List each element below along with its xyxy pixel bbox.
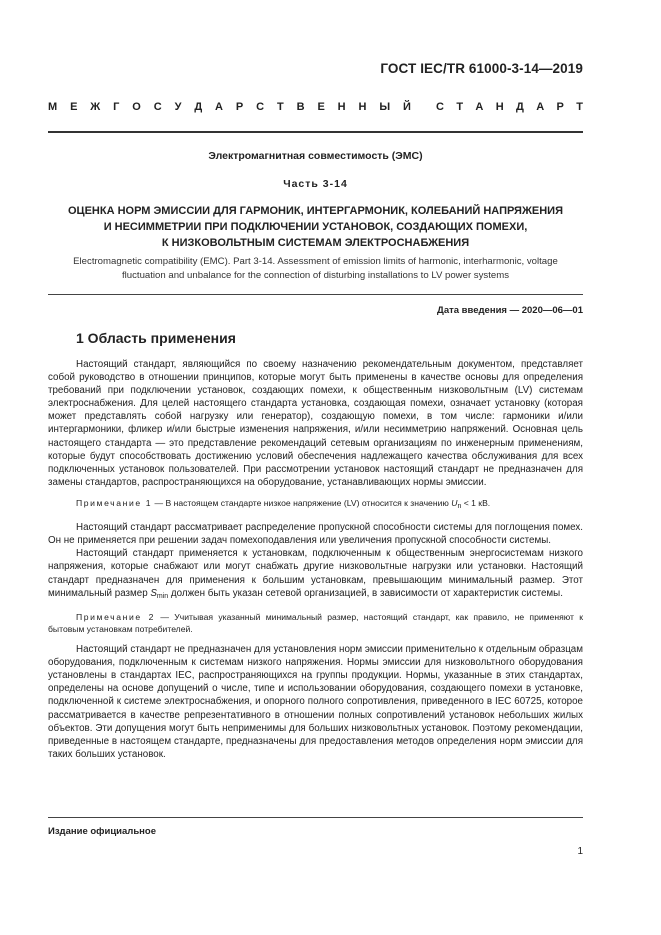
main-title-line-3: К НИЗКОВОЛЬТНЫМ СИСТЕМАМ ЭЛЕКТРОСНАБЖЕНИЯ	[161, 237, 470, 249]
paragraph-2: Настоящий стандарт рассматривает распределение пропускной способности системы для поглощения помех. Он не применяется при решении задач помехоподавления или увеличения пропускной способности системы.	[48, 522, 583, 547]
spaced-letter: Ы	[379, 101, 391, 113]
section-heading: 1 Область применения	[76, 330, 236, 346]
spaced-letter: Н	[337, 101, 346, 113]
note-1	[48, 497, 583, 513]
spaced-letter: Д	[516, 101, 524, 113]
note-1-subscript: n	[457, 502, 462, 510]
introduction-date: Дата введения — 2020—06—01	[437, 305, 583, 316]
spaced-letter: А	[215, 101, 223, 113]
header-divider	[48, 131, 583, 133]
standard-number: ГОСТ IEC/TR 61000-3-14—2019	[380, 61, 583, 76]
spaced-letter: Н	[495, 101, 504, 113]
english-title	[48, 255, 583, 282]
main-title-line-1: ОЦЕНКА НОРМ ЭМИССИИ ДЛЯ ГАРМОНИК, ИНТЕРГАРМОНИК, КОЛЕБАНИЙ НАПРЯЖЕНИЯ	[67, 205, 563, 217]
spaced-letter: А	[536, 101, 545, 113]
spaced-letter: Ж	[90, 101, 101, 113]
title-divider	[48, 294, 583, 295]
spaced-letter: Д	[194, 101, 203, 113]
spaced-letter: С	[256, 101, 265, 113]
standard-type-line	[48, 101, 583, 113]
spaced-letter: С	[153, 101, 162, 113]
paragraph-3-text-b: должен быть указан сетевой организацией, в зависимости от характеристик системы.	[168, 587, 563, 599]
english-title-line-2: fluctuation and unbalance for the connection of disturbing installations to LV power systems	[121, 269, 509, 281]
note-2-label: Примечание 2	[76, 611, 156, 622]
paragraph-3	[48, 547, 583, 602]
page-number: 1	[577, 846, 583, 857]
note-2	[48, 611, 583, 635]
main-title	[48, 203, 583, 251]
footer-divider	[48, 817, 583, 818]
section-body	[48, 358, 583, 761]
spaced-letter: С	[436, 101, 444, 113]
spaced-word-interstate	[48, 101, 411, 113]
spaced-letter: Е	[70, 101, 78, 113]
paragraph-3-variable: S	[150, 587, 157, 599]
spaced-letter: У	[174, 101, 182, 113]
spaced-letter: Г	[113, 101, 120, 113]
paragraph-4: Настоящий стандарт не предназначен для установления норм эмиссии применительно к отдельным образцам оборудования, подключенным к системам низкого напряжения. Нормы эмиссии для низковольтного оборудования установлены в стандартах IEC, распространяющихся на группы продукции. Нормы, указанные в этих стандартах, определены на основе допущений о числе, типе и использовании оборудования, создающего помехи в установке, подключенной к системе электроснабжения, и опорного полного сопротивления, приведенного в IEC 60725, которое рассматривается в качестве репрезентативного в отношении полных сопротивлений установок небольших жилых объектов. Эти допущения могут быть неприменимы для больших низковольтных установок. Поэтому рекомендации, приведенные в настоящем стандарте, предназначены для предоставления методов определения норм эмиссии для таких больших установок.	[48, 644, 583, 760]
spaced-letter: Т	[576, 101, 583, 113]
spaced-letter: Е	[317, 101, 325, 113]
paragraph-3-subscript: min	[156, 592, 169, 600]
note-1-label: Примечание 1	[76, 497, 153, 508]
spaced-letter: Н	[358, 101, 367, 113]
spaced-letter: Р	[556, 101, 564, 113]
main-title-line-2: И НЕСИММЕТРИИ ПРИ ПОДКЛЮЧЕНИИ УСТАНОВОК, СОЗДАЮЩИХ ПОМЕХИ,	[103, 221, 528, 233]
part-number: Часть 3-14	[283, 178, 348, 190]
spaced-letter: Й	[403, 101, 411, 113]
spaced-word-standard	[436, 101, 583, 113]
edition-label: Издание официальное	[48, 826, 156, 837]
spaced-letter: Т	[456, 101, 464, 113]
paragraph-1: Настоящий стандарт, являющийся по своему назначению рекомендательным документом, представляет собой руководство в отношении принципов, которые могут быть применены в качестве основы для определения требований при подключении установок, создающих помехи, к общественным низковольтным (LV) системам электроснабжения. Для целей настоящего стандарта установка, создающая помехи, означает установку (которая может представлять собой нагрузку или генератор), создающую помехи, в том числе: гармоники и/или интергармоники, фликер и/или быстрые изменения напряжения, и/или несимметрию напряжений. Основная цель настоящего стандарта — это представление рекомендаций сетевым организациям по инженерным применениям, которые будут способствовать достижению условий обеспечения надлежащего качества обслуживания для всех подключенных установок пользователей. При рассмотрении установок настоящий стандарт не предназначен для замены стандартов, распространяющихся на оборудование, устанавливающих нормы эмиссии.	[48, 359, 583, 488]
spaced-letter: О	[132, 101, 141, 113]
emc-title: Электромагнитная совместимость (ЭМС)	[208, 150, 423, 162]
note-1-variable: U	[451, 497, 458, 508]
note-1-text-a: — В настоящем стандарте низкое напряжение (LV) относится к значению	[152, 497, 452, 508]
spaced-letter: Р	[235, 101, 244, 113]
spaced-letter: Т	[276, 101, 284, 113]
note-1-text-b: < 1 кВ.	[461, 497, 491, 508]
paragraph-3-text-a: Настоящий стандарт применяется к установкам, подключенным к общественным энергосистемам низкого напряжения, которые снабжают или могут снабжать другие низковольтные нагрузки или установки. Настоящий стандарт предназначен для применения к большим установкам, превышающим минимальный размер. Этот минимальный размер	[48, 548, 583, 599]
spaced-letter: М	[48, 101, 58, 113]
english-title-line-1: Electromagnetic compatibility (EMC). Part 3-14. Assessment of emission limits of harmonic, interharmonic, voltage	[73, 256, 558, 267]
spaced-letter: А	[475, 101, 484, 113]
spaced-letter: В	[296, 101, 305, 113]
note-2-text: — Учитывая указанный минимальный размер, настоящий стандарт, как правило, не применяют к бытовым установкам потребителей.	[48, 611, 584, 634]
